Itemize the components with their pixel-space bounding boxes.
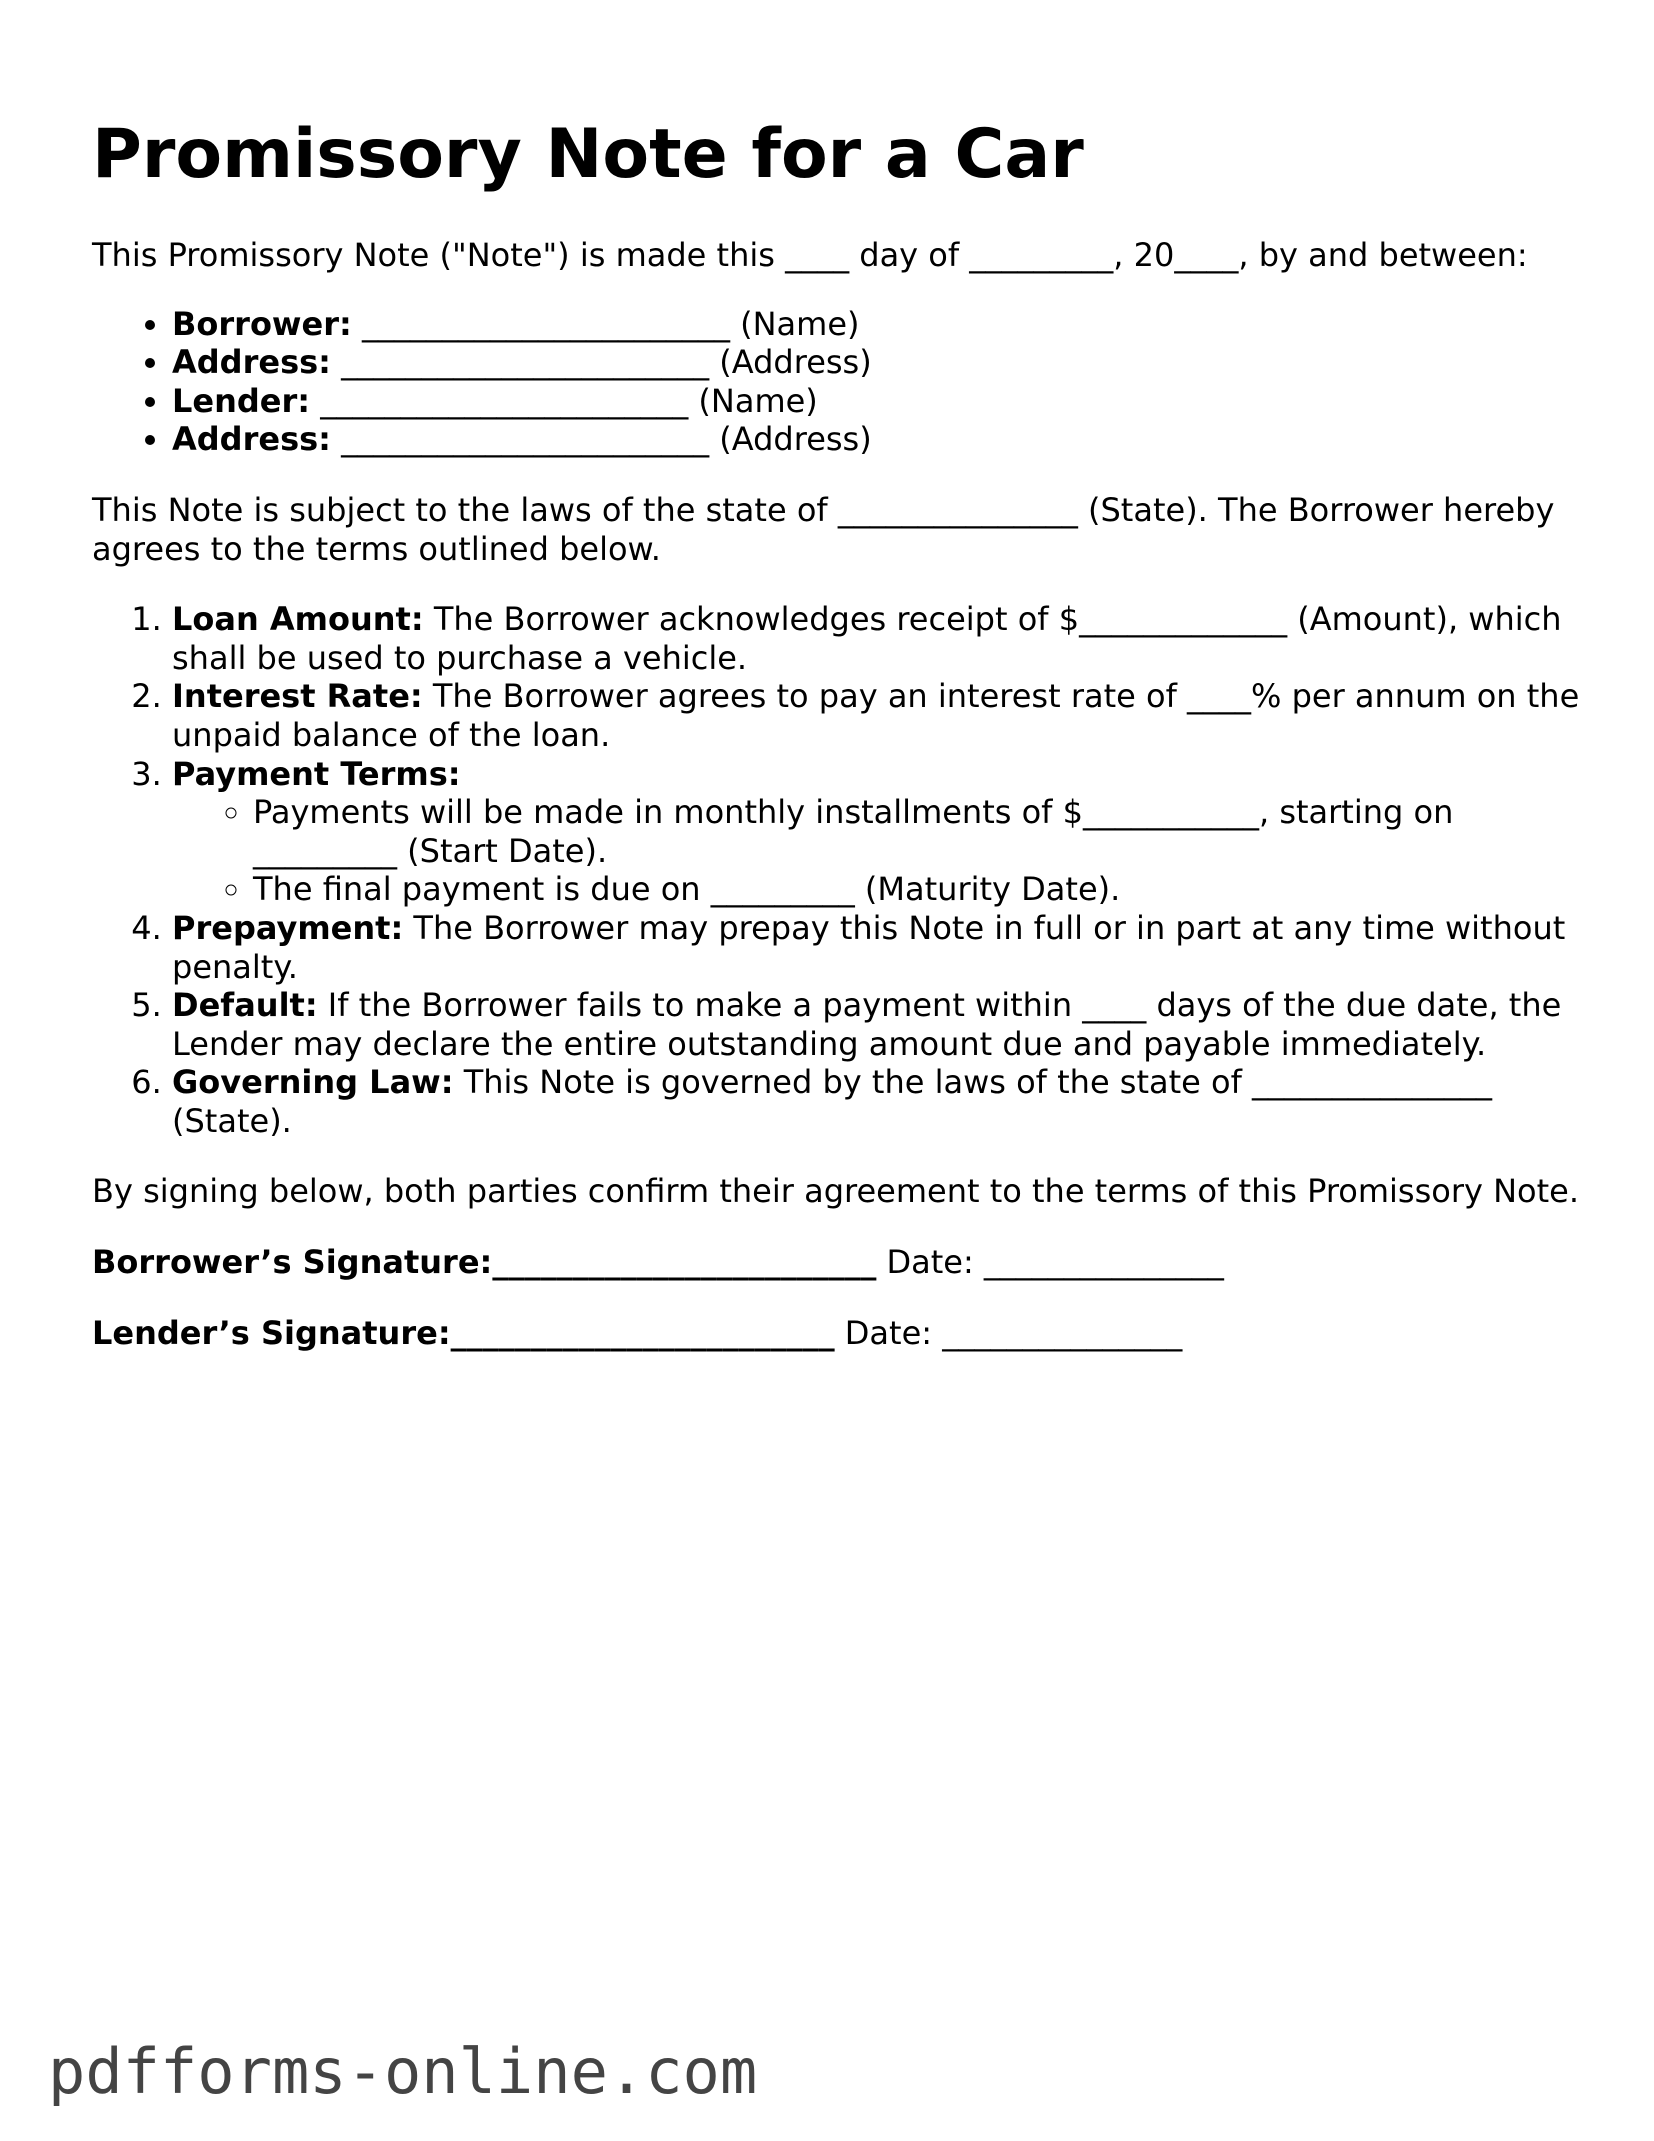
term-label: Payment Terms: <box>172 754 461 793</box>
borrower-signature-date: Date: _______________ <box>876 1243 1224 1282</box>
document-title: Promissory Note for a Car <box>92 115 1084 194</box>
term-default <box>172 986 1592 1063</box>
site-watermark: pdfforms-online.com <box>48 2035 758 2108</box>
term-text: The Borrower acknowledges receipt of $_____________ (Amount), which shall be used to purchase a vehicle. <box>172 600 1562 677</box>
term-prepayment <box>172 909 1592 986</box>
term-loan-amount <box>172 600 1592 677</box>
party-label: Address: <box>172 343 331 382</box>
term-text: The Borrower may prepay this Note in full or in part at any time without penalty. <box>172 908 1566 986</box>
term-text: This Note is governed by the laws of the state of _______________ (State). <box>172 1063 1493 1140</box>
party-blank: _______________________ (Name) <box>310 381 818 420</box>
term-payment-terms <box>172 755 1592 909</box>
party-lender-address <box>172 420 1592 459</box>
borrower-signature-label: Borrower’s Signature:________________________ <box>92 1243 877 1282</box>
party-borrower-name <box>172 305 1592 344</box>
party-label: Lender: <box>172 381 311 420</box>
party-lender-name <box>172 382 1592 421</box>
party-blank: _______________________ (Name) <box>351 304 860 343</box>
party-blank: _______________________ (Address) <box>330 343 872 382</box>
term-label: Prepayment: <box>172 908 404 947</box>
document-page <box>92 110 1592 1352</box>
term-label: Loan Amount: <box>172 600 424 639</box>
confirmation-paragraph: By signing below, both parties confirm their agreement to the terms of this Promissory Note. <box>92 1172 1580 1211</box>
term-label: Governing Law: <box>172 1063 454 1102</box>
term-label: Interest Rate: <box>172 677 423 716</box>
payment-term-installments: ◦ Payments will be made in monthly installments of $___________, starting on _________ (Start Date). <box>253 793 1592 870</box>
term-governing-law <box>172 1063 1592 1140</box>
party-borrower-address <box>172 343 1592 382</box>
borrower-signature-line <box>92 1243 1592 1282</box>
lender-signature-label: Lender’s Signature:________________________ <box>92 1313 835 1352</box>
payment-terms-sublist <box>172 793 1592 909</box>
terms-list <box>92 600 1592 1140</box>
party-label: Borrower: <box>172 304 352 343</box>
party-blank: _______________________ (Address) <box>330 420 872 459</box>
intro-paragraph: This Promissory Note ("Note") is made this ____ day of _________, 20____, by and between: <box>92 236 1528 274</box>
term-text: If the Borrower fails to make a payment within ____ days of the due date, the Lender may declare the entire outstanding amount due and payable immediately. <box>172 986 1562 1063</box>
party-label: Address: <box>172 420 331 459</box>
lender-signature-date: Date: _______________ <box>834 1313 1183 1352</box>
payment-term-final: ◦ The final payment is due on _________ (Maturity Date). <box>253 870 1592 909</box>
parties-list <box>92 305 1592 459</box>
governing-intro-paragraph: This Note is subject to the laws of the state of _______________ (State). The Borrower hereby agrees to the terms outlined below. <box>92 490 1555 568</box>
term-label: Default: <box>172 986 318 1025</box>
term-text: The Borrower agrees to pay an interest rate of ____% per annum on the unpaid balance of the loan. <box>172 677 1580 754</box>
lender-signature-line <box>92 1314 1592 1353</box>
term-interest-rate <box>172 677 1592 754</box>
